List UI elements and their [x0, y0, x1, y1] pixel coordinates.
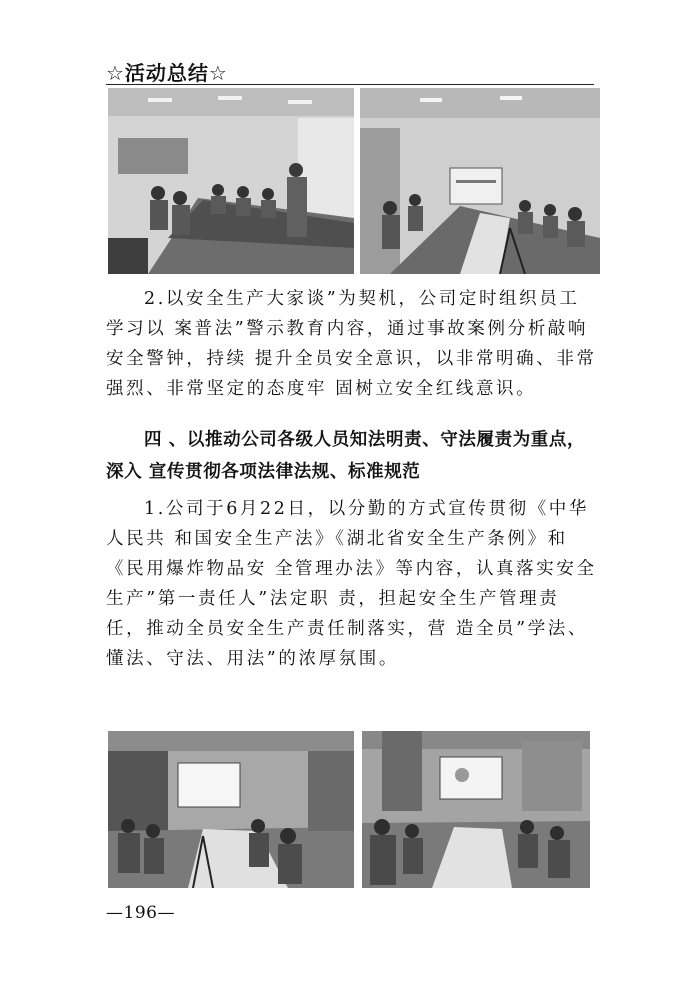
section-heading-four [106, 424, 598, 488]
paragraph-safety-discussion [106, 284, 598, 404]
meeting-photo-4 [362, 731, 590, 888]
header-divider [106, 84, 594, 85]
meeting-photo-2 [360, 88, 600, 274]
paragraph-law-publicity [106, 494, 598, 674]
page-section-title: ☆活动总结☆ [106, 61, 228, 85]
paragraph-2-text: 1.公司于6月22日，以分勤的方式宣传贯彻《中华人民共 和国安全生产法》《湖北省安全生产条例》和《民用爆炸物品安 全管理办法》等内容，认真落实安全生产”第一责任人”法定职 责，担起安全生产管理责任，推动全员安全生产责任制落实，营 造全员”学法、懂法、守法、用法”的浓厚氛围。 [106, 499, 597, 669]
page-number: —196— [106, 903, 175, 923]
meeting-photo-1 [108, 88, 354, 274]
paragraph-1-text: 2.以安全生产大家谈”为契机，公司定时组织员工学习以 案普法”警示教育内容，通过事故案例分析敲响安全警钟，持续 提升全员安全意识，以非常明确、非常强烈、非常坚定的态度牢 固树立安全红线意识。 [106, 289, 597, 399]
section-heading-text: 四 、以推动公司各级人员知法明责、守法履责为重点，深入 宣传贯彻各项法律法规、标准规范 [106, 430, 586, 482]
meeting-photo-3 [108, 731, 354, 888]
